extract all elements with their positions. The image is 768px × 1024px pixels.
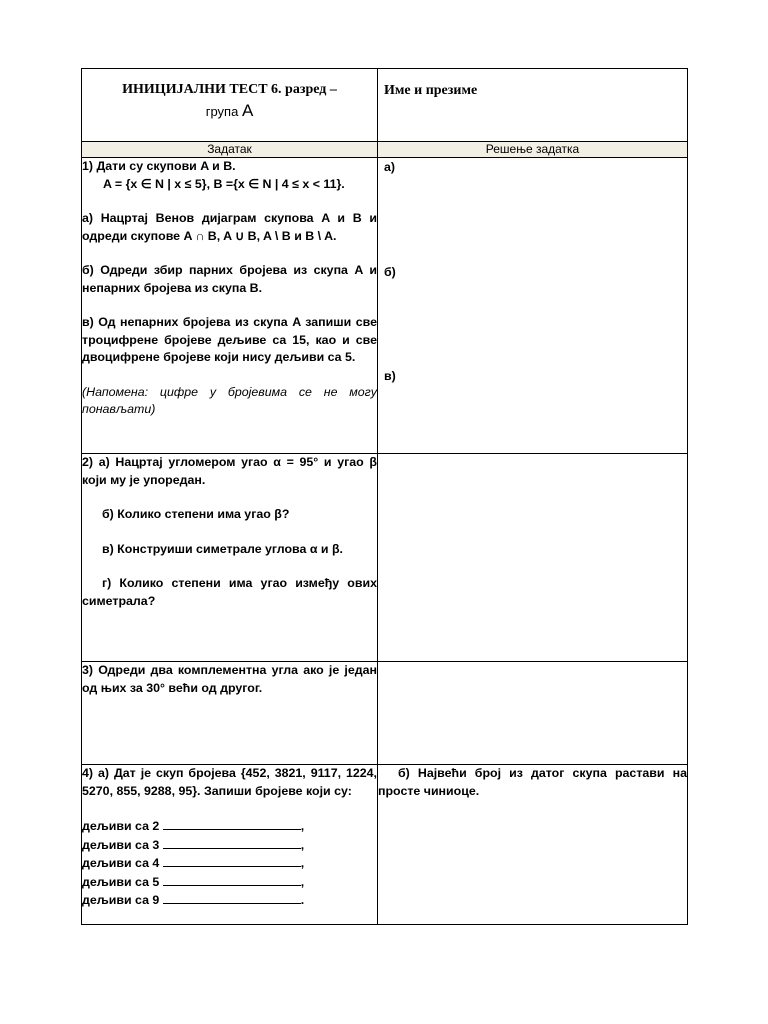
task-2-solution[interactable] xyxy=(378,454,688,662)
task-1c-line1: в) Од непарних бројева из скупа A запиши све xyxy=(82,315,377,329)
divisible-by-2-label: дељиви са 2 xyxy=(82,819,160,833)
task-1-sets: A = {x ∈ N | x ≤ 5}, B ={x ∈ N | 4 ≤ x < 11}. xyxy=(103,176,345,191)
solution-label-b: б) xyxy=(384,265,396,279)
divisible-by-5-row xyxy=(82,873,377,892)
task-2d-line1: г) Колико степени има угао између ових xyxy=(102,576,377,590)
divisible-by-3-label: дељиви са 3 xyxy=(82,837,160,852)
punctuation: , xyxy=(300,819,305,833)
test-header xyxy=(82,69,378,142)
group-prefix: група xyxy=(205,104,242,119)
task-4b[interactable] xyxy=(378,765,688,925)
task-3-line1: 3) Одреди два комплементна угла ако је један xyxy=(82,663,377,677)
punctuation: , xyxy=(300,874,305,889)
answer-blank-5[interactable] xyxy=(163,873,301,886)
task-2d-line2: симетрала? xyxy=(82,593,156,608)
task-1b-line1: б) Одреди збир парних бројева из скупа A и xyxy=(82,263,377,277)
punctuation: , xyxy=(300,856,305,870)
task-1-solution[interactable] xyxy=(378,158,688,454)
answer-blank-9[interactable] xyxy=(163,891,301,904)
task-2c: в) Конструиши симетрале углова α и β. xyxy=(102,541,343,556)
task-1-intro: 1) Дати су скупови A и B. xyxy=(82,159,236,173)
divisible-by-4-row xyxy=(82,854,377,873)
task-1a-line2: одреди скупове A ∩ B, A ∪ B, A \ B и B \ A. xyxy=(82,228,337,243)
task-3 xyxy=(82,662,378,765)
task-1c-line3: двоцифрене бројеве који нису дељиви са 5. xyxy=(82,350,356,364)
test-table xyxy=(81,68,688,925)
solution-label-c: в) xyxy=(384,369,396,383)
test-title: ИНИЦИЈАЛНИ ТЕСТ 6. разред – xyxy=(122,82,337,97)
task-3-line2: од њих за 30° већи од другог. xyxy=(82,680,263,695)
solution-column-header: Решење задатка xyxy=(378,142,688,158)
task-2a-line1: 2) а) Нацртај угломером угао α = 95° и угао β xyxy=(82,455,377,469)
divisible-by-4-label: дељиви са 4 xyxy=(82,856,160,870)
task-2b: б) Колико степени има угао β? xyxy=(102,507,290,521)
task-4b-line1: б) Највећи број из датог скупа растави на xyxy=(398,766,687,780)
task-1b-line2: непарних бројева из скупа B. xyxy=(82,280,263,295)
divisible-by-2-row xyxy=(82,817,377,836)
name-label: Име и презиме xyxy=(384,83,478,98)
task-4 xyxy=(82,765,378,925)
punctuation: , xyxy=(300,837,305,852)
task-1-note-line1: (Напомена: цифре у бројевима се не могу xyxy=(82,384,377,399)
name-field[interactable] xyxy=(378,69,688,142)
punctuation: . xyxy=(300,893,305,907)
group-letter: А xyxy=(241,101,254,120)
task-4a-line1: 4) а) Дат је скуп бројева {452, 3821, 9117, 1224, xyxy=(82,766,377,780)
answer-blank-4[interactable] xyxy=(163,854,301,867)
solution-label-a: а) xyxy=(384,160,396,174)
task-2a-line2: који му је упоредан. xyxy=(82,472,206,487)
divisible-by-9-row xyxy=(82,891,377,910)
task-1 xyxy=(82,158,378,454)
task-4a-line2: 5270, 855, 9288, 95}. Запиши бројеве који су: xyxy=(82,783,352,798)
answer-blank-2[interactable] xyxy=(163,817,301,830)
test-group xyxy=(82,101,377,121)
task-1a-line1: а) Нацртај Венов дијаграм скупова A и B и xyxy=(82,211,377,225)
task-2 xyxy=(82,454,378,662)
task-column-header: Задатак xyxy=(82,142,378,158)
task-1-note-line2: понављати) xyxy=(82,402,156,416)
divisible-by-5-label: дељиви са 5 xyxy=(82,874,160,889)
divisible-by-9-label: дељиви са 9 xyxy=(82,893,160,907)
divisible-by-3-row xyxy=(82,836,377,855)
task-3-solution[interactable] xyxy=(378,662,688,765)
task-1c-line2: троцифрене бројеве дељиве са 15, као и све xyxy=(82,332,377,347)
answer-blank-3[interactable] xyxy=(163,836,301,849)
task-4b-line2: просте чиниоце. xyxy=(378,783,480,798)
